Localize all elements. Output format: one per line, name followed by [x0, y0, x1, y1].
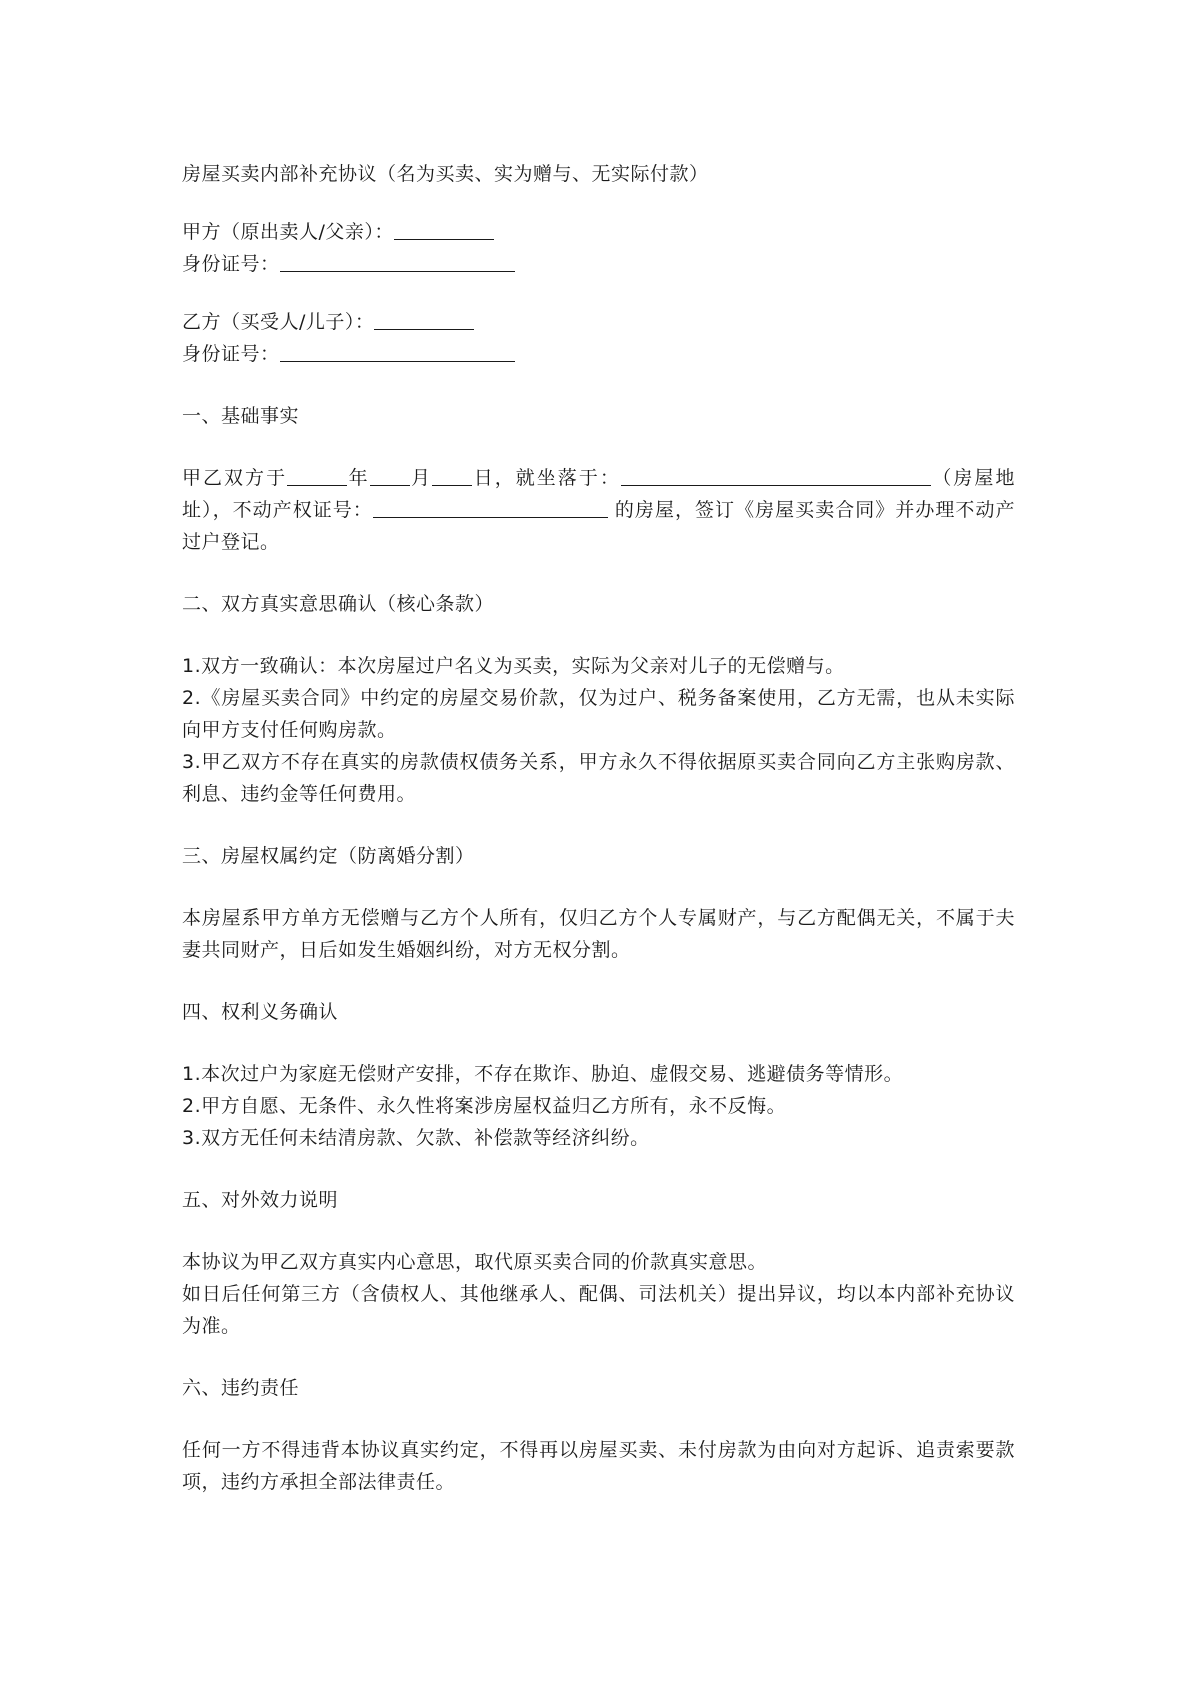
party-b-block [182, 306, 1015, 370]
section-1-body [182, 462, 1015, 558]
day-label: 日，就坐落于： [472, 467, 621, 489]
section-2-body [182, 650, 1015, 810]
party-b-label: 乙方（买受人/儿子）： [182, 311, 375, 333]
party-a-id-label: 身份证号： [182, 253, 280, 275]
party-b-id-label: 身份证号： [182, 343, 280, 365]
certificate-number-blank [373, 495, 608, 518]
section-1-text-end: 的房屋，签订《房屋买卖合同》并办理不动产过户登记。 [182, 499, 1015, 553]
section-2-item-3: 3.甲乙双方不存在真实的房款债权债务关系，甲方永久不得依据原买卖合同向乙方主张购房款、利息、违约金等任何费用。 [182, 751, 1015, 805]
section-2-item-2: 2.《房屋买卖合同》中约定的房屋交易价款，仅为过户、税务备案使用，乙方无需，也从未实际向甲方支付任何购房款。 [182, 687, 1015, 741]
party-a-name-blank [394, 217, 494, 240]
party-a-label: 甲方（原出卖人/父亲）： [182, 221, 394, 243]
section-4-item-3: 3.双方无任何未结清房款、欠款、补偿款等经济纠纷。 [182, 1127, 650, 1149]
section-6-heading: 六、违约责任 [182, 1377, 300, 1399]
document-content [182, 158, 1015, 1498]
address-note: （房屋地址），不动产权证号： [182, 467, 1015, 521]
month-label: 月 [409, 467, 433, 489]
section-6-body: 任何一方不得违背本协议真实约定，不得再以房屋买卖、未付房款为由向对方起诉、追责索要款项，违约方承担全部法律责任。 [182, 1439, 1015, 1493]
section-2-heading: 二、双方真实意思确认（核心条款） [182, 593, 495, 615]
section-1-heading: 一、基础事实 [182, 405, 300, 427]
section-5-heading: 五、对外效力说明 [182, 1189, 339, 1211]
section-1-text-start: 甲乙双方于 [182, 467, 288, 489]
section-3-heading: 三、房屋权属约定（防离婚分割） [182, 845, 475, 867]
party-b-id-blank [280, 339, 515, 362]
section-5-line-2: 如日后任何第三方（含债权人、其他继承人、配偶、司法机关）提出异议，均以本内部补充协议为准。 [182, 1283, 1015, 1337]
day-blank [432, 463, 472, 486]
section-2-item-1: 1.双方一致确认：本次房屋过户名义为买卖，实际为父亲对儿子的无偿赠与。 [182, 655, 845, 677]
month-blank [370, 463, 410, 486]
address-blank [621, 463, 931, 486]
party-b-line [182, 306, 1015, 338]
party-b-name-blank [374, 307, 474, 330]
section-4-body [182, 1058, 1015, 1154]
section-4-item-1: 1.本次过户为家庭无偿财产安排，不存在欺诈、胁迫、虚假交易、逃避债务等情形。 [182, 1063, 904, 1085]
year-label: 年 [347, 467, 370, 489]
section-5-body [182, 1246, 1015, 1342]
section-5-line-1: 本协议为甲乙双方真实内心意思，取代原买卖合同的价款真实意思。 [182, 1251, 768, 1273]
section-4-item-2: 2.甲方自愿、无条件、永久性将案涉房屋权益归乙方所有，永不反悔。 [182, 1095, 787, 1117]
section-3-body: 本房屋系甲方单方无偿赠与乙方个人所有，仅归乙方个人专属财产，与乙方配偶无关，不属于夫妻共同财产，日后如发生婚姻纠纷，对方无权分割。 [182, 907, 1015, 961]
year-blank [287, 463, 347, 486]
party-a-block [182, 216, 1015, 280]
party-b-id-line [182, 338, 1015, 370]
party-a-id-line [182, 248, 1015, 280]
party-a-id-blank [280, 249, 515, 272]
party-a-line [182, 216, 1015, 248]
document-title: 房屋买卖内部补充协议（名为买卖、实为赠与、无实际付款） [182, 163, 709, 185]
section-4-heading: 四、权利义务确认 [182, 1001, 339, 1023]
